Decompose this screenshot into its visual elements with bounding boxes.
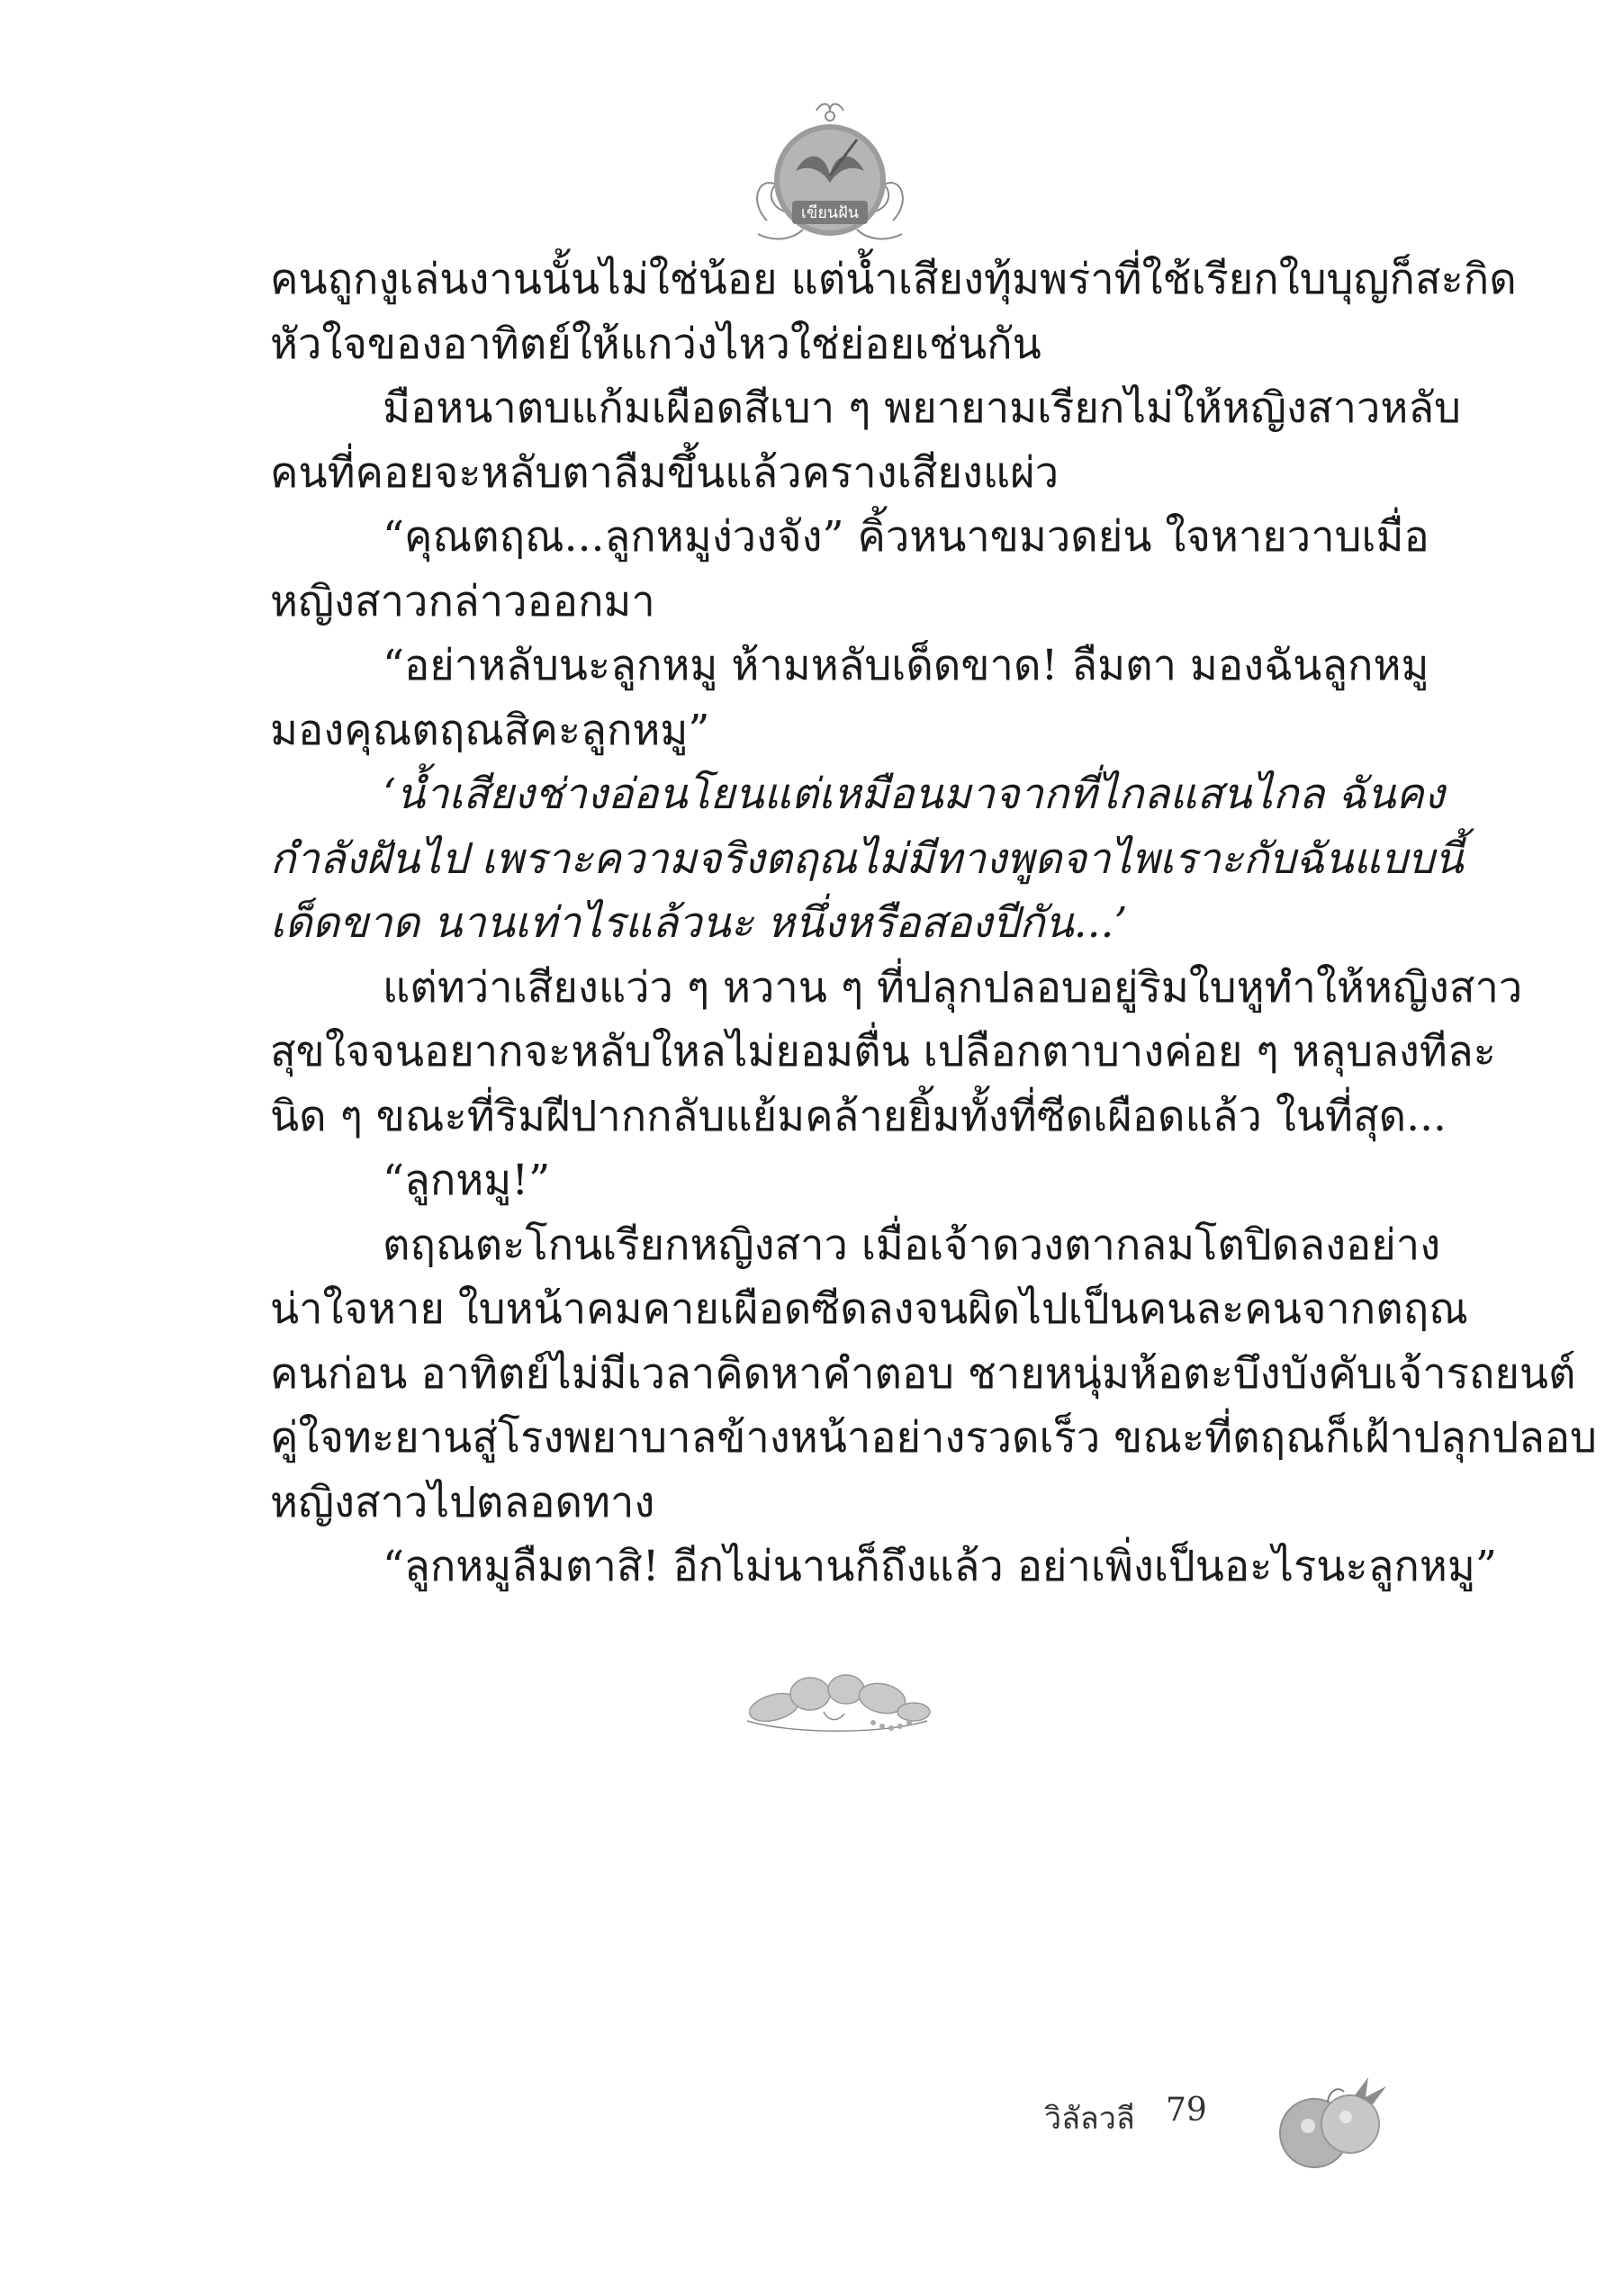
text-line: แต่ทว่าเสียงแว่ว ๆ หวาน ๆ ที่ปลุกปลอบอยู่ริมใบหูทำให้หญิงสาว — [383, 962, 1523, 1013]
section-ornament-icon — [738, 1658, 936, 1739]
book-title: วิลัลวลี — [1044, 2101, 1135, 2137]
text-line: “คุณตฤณ...ลูกหมูง่วงจัง” คิ้วหนาขมวดย่น ใจหายวาบเมื่อ — [383, 512, 1429, 562]
text-line: กำลังฝันไป เพราะความจริงตฤณไม่มีทางพูดจาไพเราะกับฉันแบบนี้ — [270, 833, 1464, 884]
fruit-icon — [1265, 2070, 1400, 2178]
text-line: คู่ใจทะยานสู่โรงพยาบาลข้างหน้าอย่างรวดเร็ว ขณะที่ตฤณก็เฝ้าปลุกปลอบ — [270, 1413, 1597, 1463]
text-line: หัวใจของอาทิตย์ให้แกว่งไหวใช่ย่อยเช่นกัน — [270, 319, 1041, 369]
text-line: คนก่อน อาทิตย์ไม่มีเวลาคิดหาคำตอบ ชายหนุ่มห้อตะบึงบังคับเจ้ารถยนต์ — [270, 1348, 1576, 1399]
text-line: คนถูกงูเล่นงานนั้นไม่ใช่น้อย แต่น้ำเสียงทุ้มพร่าที่ใช้เรียกใบบุญก็สะกิด — [270, 255, 1517, 304]
text-line: นิด ๆ ขณะที่ริมฝีปากกลับแย้มคล้ายยิ้มทั้งที่ซีดเผือดแล้ว ในที่สุด... — [270, 1091, 1447, 1141]
text-line: “อย่าหลับนะลูกหมู ห้ามหลับเด็ดขาด! ลืมตา มองฉันลูกหมู — [383, 641, 1429, 690]
text-line: สุขใจจนอยากจะหลับใหลไม่ยอมตื่น เปลือกตาบางค่อย ๆ หลุบลงทีละ — [270, 1027, 1496, 1076]
text-line: มองคุณตฤณสิคะลูกหมู” — [270, 705, 710, 755]
body-text — [270, 248, 1597, 1599]
text-line: “ลูกหมูลืมตาสิ! อีกไม่นานก็ถึงแล้ว อย่าเพิ่งเป็นอะไรนะลูกหมู” — [383, 1542, 1497, 1591]
text-line: “ลูกหมู!” — [383, 1156, 551, 1205]
page-footer — [0, 2070, 1605, 2178]
text-line: หญิงสาวกล่าวออกมา — [270, 576, 655, 626]
emblem-label: เขียนฝัน — [800, 203, 860, 222]
text-line: เด็ดขาด นานเท่าไรแล้วนะ หนึ่งหรือสองปีกัน...’ — [270, 898, 1128, 948]
text-line: ‘น้ำเสียงช่างอ่อนโยนแต่เหมือนมาจากที่ไกลแสนไกล ฉันคง — [383, 770, 1445, 819]
text-line: น่าใจหาย ใบหน้าคมคายเผือดซีดลงจนผิดไปเป็นคนละคนจากตฤณ — [270, 1284, 1468, 1334]
text-line: คนที่คอยจะหลับตาลืมขึ้นแล้วครางเสียงแผ่ว — [270, 447, 1059, 498]
header-emblem-icon — [740, 86, 920, 257]
page-number: 79 — [1166, 2092, 1207, 2129]
text-line: มือหนาตบแก้มเผือดสีเบา ๆ พยายามเรียกไม่ให้หญิงสาวหลับ — [383, 383, 1461, 433]
text-line: ตฤณตะโกนเรียกหญิงสาว เมื่อเจ้าดวงตากลมโตปิดลงอย่าง — [383, 1220, 1441, 1270]
text-line: หญิงสาวไปตลอดทาง — [270, 1477, 655, 1527]
